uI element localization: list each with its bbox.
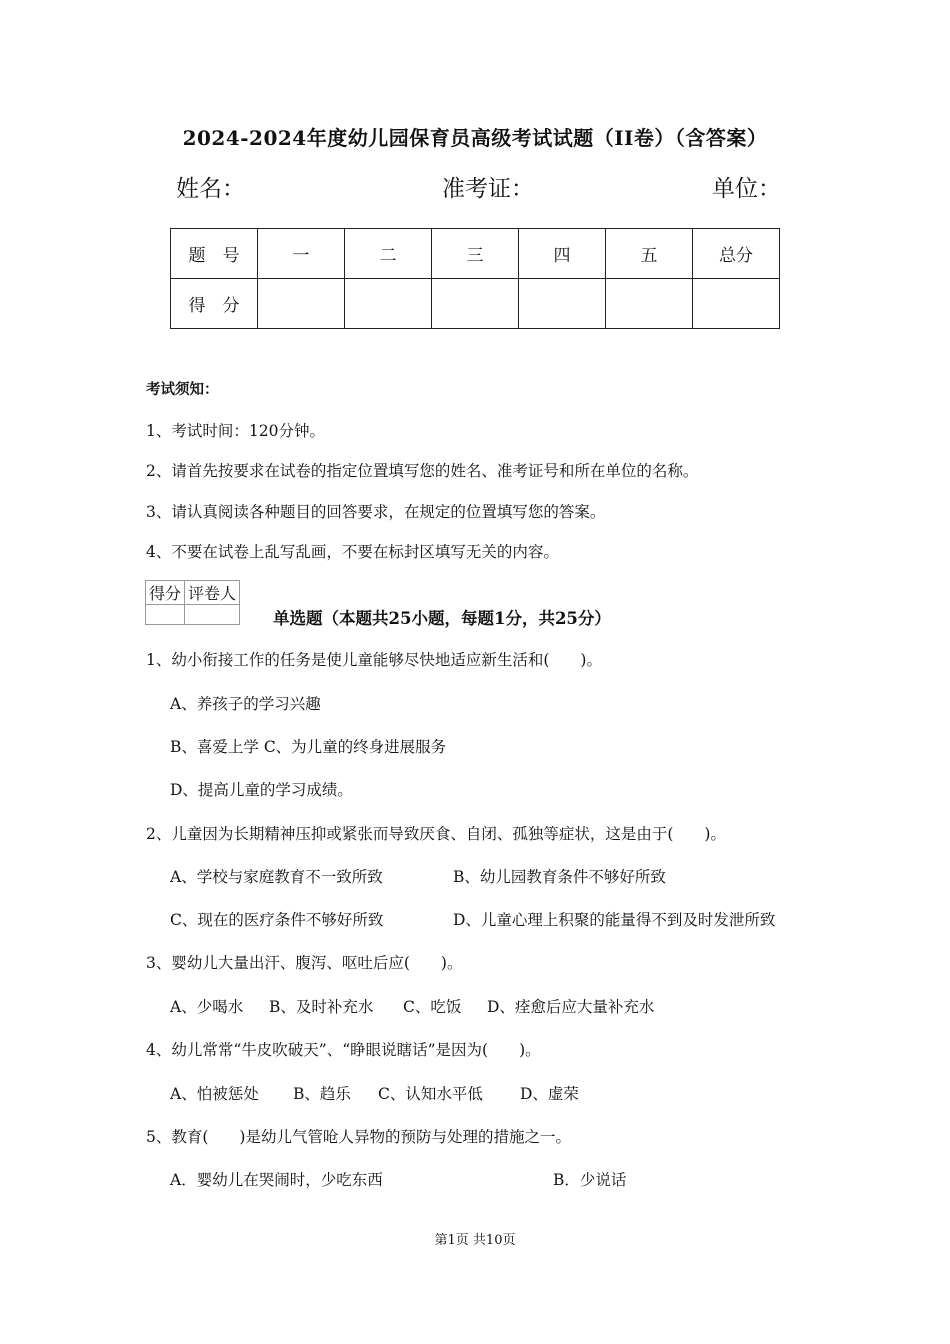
question-option: A、怕被惩处 (170, 1085, 259, 1103)
score-cell[interactable] (258, 279, 345, 329)
name-field-label: 姓名： (176, 176, 245, 202)
page-footer: 第1页 共10页 (434, 1233, 516, 1248)
notice-item: 4、不要在试卷上乱写乱画，不要在标封区填写无关的内容。 (146, 543, 559, 561)
question-option: C、吃饭 (403, 998, 462, 1016)
question-option: A、少喝水 (170, 998, 244, 1016)
question-stem: 4、幼儿常常“牛皮吹破天”、“睁眼说瞎话”是因为( )。 (146, 1041, 541, 1059)
page-title: 2024-2024年度幼儿园保育员高级考试试题（II卷）（含答案） (182, 126, 768, 150)
score-table-header-row (171, 229, 780, 279)
question-option: C、现在的医疗条件不够好所致 (170, 911, 384, 929)
grader-box (145, 580, 240, 625)
grader-reviewer-cell[interactable] (185, 605, 240, 625)
question-stem: 2、儿童因为长期精神压抑或紧张而导致厌食、自闭、孤独等症状，这是由于( )。 (146, 825, 726, 843)
score-table-header-cell: 四 (519, 229, 606, 279)
question-stem: 5、教育( )是幼儿气管呛人异物的预防与处理的措施之一。 (146, 1128, 571, 1146)
question-option: D、提高儿童的学习成绩。 (170, 781, 353, 799)
notice-item: 1、考试时间：120分钟。 (146, 422, 325, 440)
question-option: C、认知水平低 (378, 1085, 483, 1103)
score-cell[interactable] (606, 279, 693, 329)
question-stem: 1、幼小衔接工作的任务是使儿童能够尽快地适应新生活和( )。 (146, 651, 602, 669)
score-cell[interactable] (693, 279, 780, 329)
score-cell[interactable] (345, 279, 432, 329)
score-cell[interactable] (432, 279, 519, 329)
question-option: A、学校与家庭教育不一致所致 (170, 868, 383, 886)
grader-score-label: 得分 (146, 581, 185, 605)
exam-id-field-label: 准考证： (442, 176, 534, 202)
score-table-header-cell: 二 (345, 229, 432, 279)
score-table-header-cell: 三 (432, 229, 519, 279)
question-option: D、虚荣 (520, 1085, 579, 1103)
question-option: A、养孩子的学习兴趣 (170, 695, 321, 713)
section-title: 单选题（本题共25小题，每题1分，共25分） (273, 609, 611, 628)
question-option: B、喜爱上学 C、为儿童的终身进展服务 (170, 738, 447, 756)
question-option: B．少说话 (553, 1171, 627, 1189)
question-option: B、趋乐 (293, 1085, 351, 1103)
question-option: B、幼儿园教育条件不够好所致 (453, 868, 666, 886)
score-row-label: 得 分 (171, 279, 258, 329)
question-stem: 3、婴幼儿大量出汗、腹泻、呕吐后应( )。 (146, 954, 463, 972)
grader-score-cell[interactable] (146, 605, 185, 625)
unit-field-label: 单位： (712, 176, 781, 202)
score-table-header-cell: 五 (606, 229, 693, 279)
score-table-header-cell: 总分 (693, 229, 780, 279)
question-option: B、及时补充水 (269, 998, 374, 1016)
score-cell[interactable] (519, 279, 606, 329)
notice-heading: 考试须知： (146, 381, 219, 398)
question-option: D、儿童心理上积聚的能量得不到及时发泄所致 (453, 911, 776, 929)
notice-item: 2、请首先按要求在试卷的指定位置填写您的姓名、准考证号和所在单位的名称。 (146, 462, 699, 480)
question-option: D、痊愈后应大量补充水 (487, 998, 655, 1016)
score-table-score-row (171, 279, 780, 329)
notice-item: 3、请认真阅读各种题目的回答要求，在规定的位置填写您的答案。 (146, 503, 606, 521)
score-table-header-cell: 一 (258, 229, 345, 279)
score-table (170, 228, 780, 329)
grader-reviewer-label: 评卷人 (185, 581, 240, 605)
score-table-header-cell: 题 号 (171, 229, 258, 279)
question-option: A．婴幼儿在哭闹时，少吃东西 (170, 1171, 383, 1189)
